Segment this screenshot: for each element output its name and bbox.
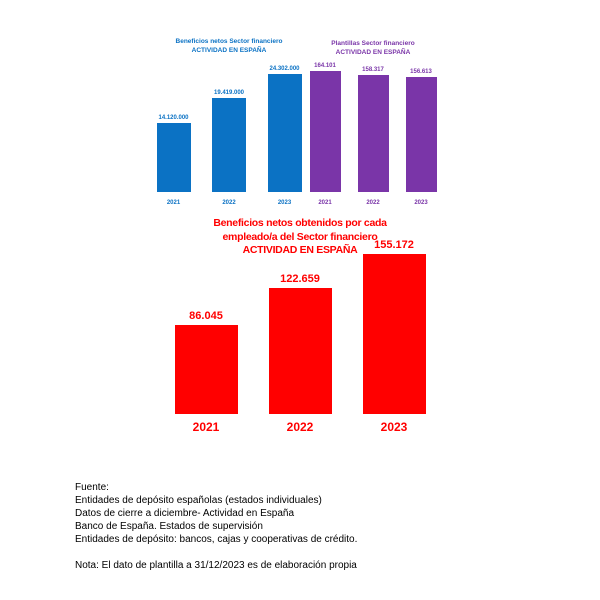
bar-2023	[268, 74, 302, 192]
x-axis-label-2023: 2023	[414, 200, 428, 206]
nota-line: Nota: El dato de plantilla a 31/12/2023 es de elaboración propia	[75, 560, 357, 571]
plot-area	[150, 239, 450, 414]
chart-title-line-2: ACTIVIDAD EN ESPAÑA	[191, 47, 267, 54]
chart-title-line-1: Beneficios netos obtenidos por cada	[213, 217, 387, 229]
source-note	[75, 481, 555, 572]
bar-value-label: 19.419.000	[213, 90, 245, 96]
bar-group-2022	[351, 67, 395, 192]
bar-value-label: 155.172	[374, 239, 414, 251]
bar-value-label: 86.045	[189, 310, 223, 322]
source-line: Datos de cierre a diciembre- Actividad en España	[75, 508, 295, 519]
bar-2023	[406, 77, 437, 192]
x-axis-label-2021: 2021	[192, 420, 220, 434]
bar-group-2022	[206, 90, 253, 192]
bar-2021	[175, 325, 238, 414]
bar-group-2021	[164, 310, 248, 414]
chart-beneficios-por-empleado	[150, 217, 450, 436]
bar-2022	[212, 98, 246, 192]
chart-title-line-1: Beneficios netos Sector financiero	[175, 38, 283, 45]
bar-group-2023	[399, 69, 443, 192]
bar-group-2022	[258, 273, 342, 414]
bar-value-label: 156.613	[410, 69, 432, 75]
x-axis-label-2023: 2023	[380, 420, 408, 434]
bar-group-2023	[261, 66, 308, 192]
source-line: Fuente:	[75, 482, 109, 493]
x-axis-label-2021: 2021	[166, 200, 181, 206]
chart-title-line-3: ACTIVIDAD EN ESPAÑA	[242, 244, 358, 256]
x-axis-label-2022: 2022	[286, 420, 314, 434]
bar-2022	[269, 288, 332, 414]
x-axis-label-2022: 2022	[222, 200, 236, 206]
bar-value-label: 158.317	[362, 67, 384, 73]
x-axis-labels	[303, 200, 443, 206]
chart-title-line-1: Plantillas Sector financiero	[331, 40, 415, 47]
chart-plantillas-sector	[303, 39, 443, 206]
chart-title	[303, 39, 443, 57]
bar-value-label: 24.302.000	[269, 66, 300, 72]
x-axis-labels	[150, 200, 308, 206]
source-line: Banco de España. Estados de supervisión	[75, 521, 263, 532]
bar-group-2023	[352, 239, 436, 414]
bar-group-2021	[303, 63, 347, 192]
bar-2023	[363, 254, 426, 414]
chart-beneficios-netos-sector	[150, 37, 308, 206]
source-line: Entidades de depósito: bancos, cajas y cooperativas de crédito.	[75, 534, 358, 545]
bar-value-label: 164.101	[314, 63, 336, 69]
chart-title-line-2: ACTIVIDAD EN ESPAÑA	[335, 49, 411, 56]
bar-2021	[310, 71, 341, 192]
x-axis-label-2022: 2022	[366, 200, 380, 206]
source-line: Entidades de depósito españolas (estados individuales)	[75, 495, 322, 506]
bar-value-label: 122.659	[280, 273, 320, 285]
bar-2021	[157, 123, 191, 192]
bar-group-2021	[150, 115, 197, 192]
plot-area	[303, 63, 443, 192]
bar-value-label: 14.120.000	[158, 115, 189, 121]
chart-title	[150, 37, 308, 55]
chart-title-line-2: empleado/a del Sector financiero	[222, 230, 378, 243]
x-axis-labels	[150, 420, 450, 434]
x-axis-label-2021: 2021	[318, 200, 332, 206]
plot-area	[150, 66, 308, 192]
bar-2022	[358, 75, 389, 192]
x-axis-label-2023: 2023	[277, 200, 292, 206]
